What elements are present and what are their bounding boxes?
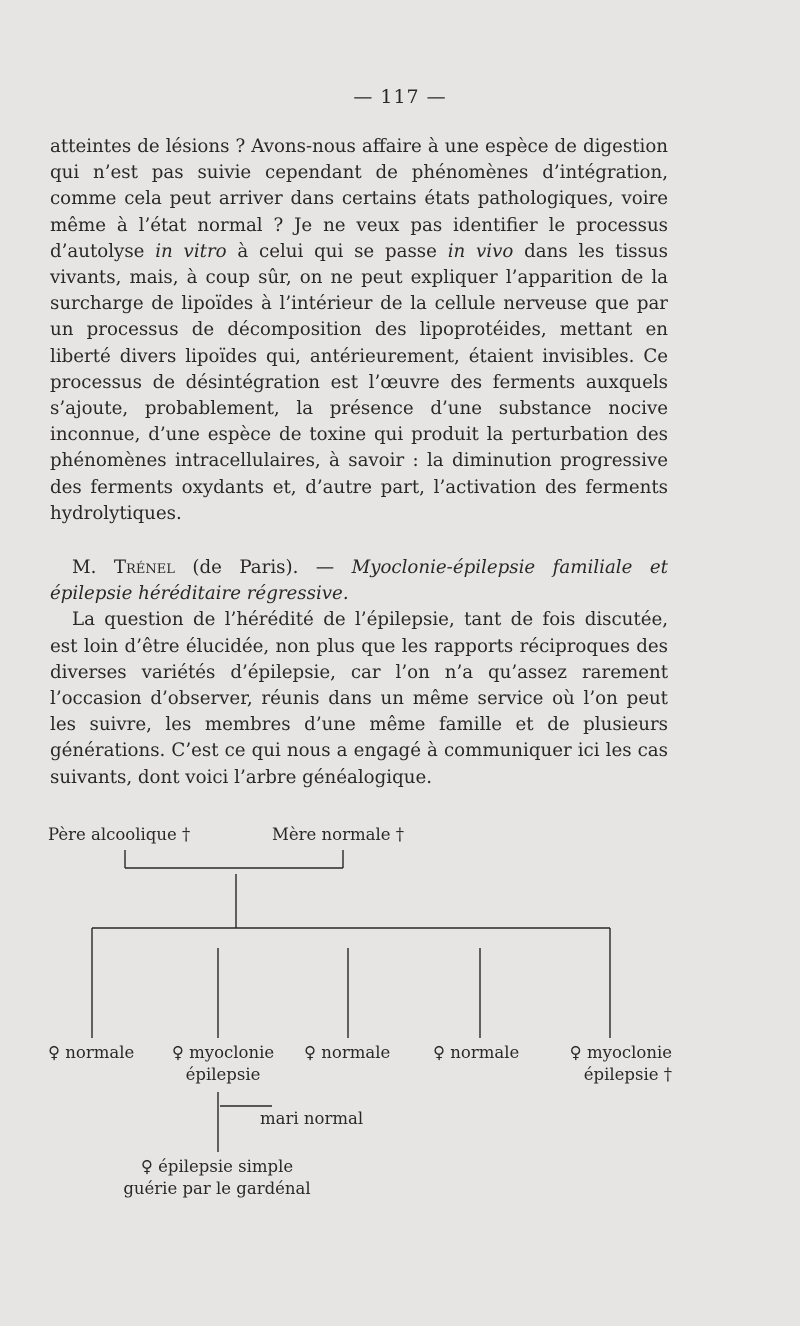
- child-2-line1: ♀ myoclonie: [171, 1043, 275, 1062]
- page-number: — 117 —: [353, 86, 447, 108]
- grandchild-label: [100, 1156, 334, 1200]
- communication-heading: [50, 555, 668, 607]
- child-5-line2: épilepsie †: [583, 1065, 672, 1084]
- communication-title: Myoclonie-épilepsie familiale et épilepsie héréditaire régressive.: [50, 557, 668, 605]
- paragraph-text: atteintes de lésions ? Avons-nous affaire à une espèce de digestion qui n’est pas suivie cependant de phénomènes d’intégration, comme cela peut arriver dans certains états pathologiques, voire même à l’état normal ? Je ne veux pas identifier le processus d’autolyse: [50, 136, 668, 262]
- italic-term: in vivo: [447, 240, 514, 262]
- genealogical-tree: [0, 810, 800, 1230]
- body-text: [50, 134, 668, 791]
- mother-label: Mère normale †: [272, 825, 405, 844]
- child-4-label: ♀ normale: [433, 1043, 520, 1062]
- grandchild-line2: guérie par le gardénal: [123, 1179, 311, 1198]
- paragraph-heredite: La question de l’hérédité de l’épilepsie, tant de fois discutée, est loin d’être élucidée, non plus que les rapports réciproques des diverses variétés d’épilepsie, car l’on n’a qu’assez rarement l’occasion d’observer, réunis dans un même service où l’on peut les suivre, les membres d’une même famille et de plusieurs générations. C’est ce qui nous a engagé à communiquer ici les cas suivants, dont voici l’arbre généalogique.: [50, 609, 668, 788]
- child-5-line1: ♀ myoclonie: [569, 1043, 672, 1062]
- spouse-label: mari normal: [260, 1109, 364, 1128]
- author-name: Trénel: [113, 557, 175, 579]
- author-prefix: M.: [72, 557, 97, 579]
- heading-dash: —: [315, 557, 335, 579]
- child-2-label: [148, 1042, 298, 1086]
- paragraph-autolyse: [50, 134, 668, 527]
- italic-term: in vitro: [155, 240, 227, 262]
- paragraph-text: dans les tissus vivants, mais, à coup sûr, on ne peut expliquer l’apparition de la surcharge de lipoïdes à l’intérieur de la cellule nerveuse que par un processus de décomposition des lipoprotéides, mettant en liberté divers lipoïdes qui, antérieurement, étaient invisibles. Ce processus de désintégration est l’œuvre des ferments auxquels s’ajoute, probablement, la présence d’une substance nocive inconnue, d’une espèce de toxine qui produit la perturbation des phénomènes intracellulaires, à savoir : la diminution progressive des ferments oxydants et, d’autre part, l’activation des ferments hydrolytiques.: [50, 240, 668, 524]
- grandchild-line1: ♀ épilepsie simple: [140, 1157, 294, 1176]
- paragraph-text: à celui qui se passe: [237, 240, 437, 262]
- author-origin: (de Paris).: [192, 557, 299, 579]
- child-2-line2: épilepsie: [185, 1065, 261, 1084]
- father-label: Père alcoolique †: [48, 825, 191, 844]
- child-3-label: ♀ normale: [304, 1043, 391, 1062]
- child-1-label: ♀ normale: [48, 1043, 135, 1062]
- child-5-label: [552, 1042, 672, 1086]
